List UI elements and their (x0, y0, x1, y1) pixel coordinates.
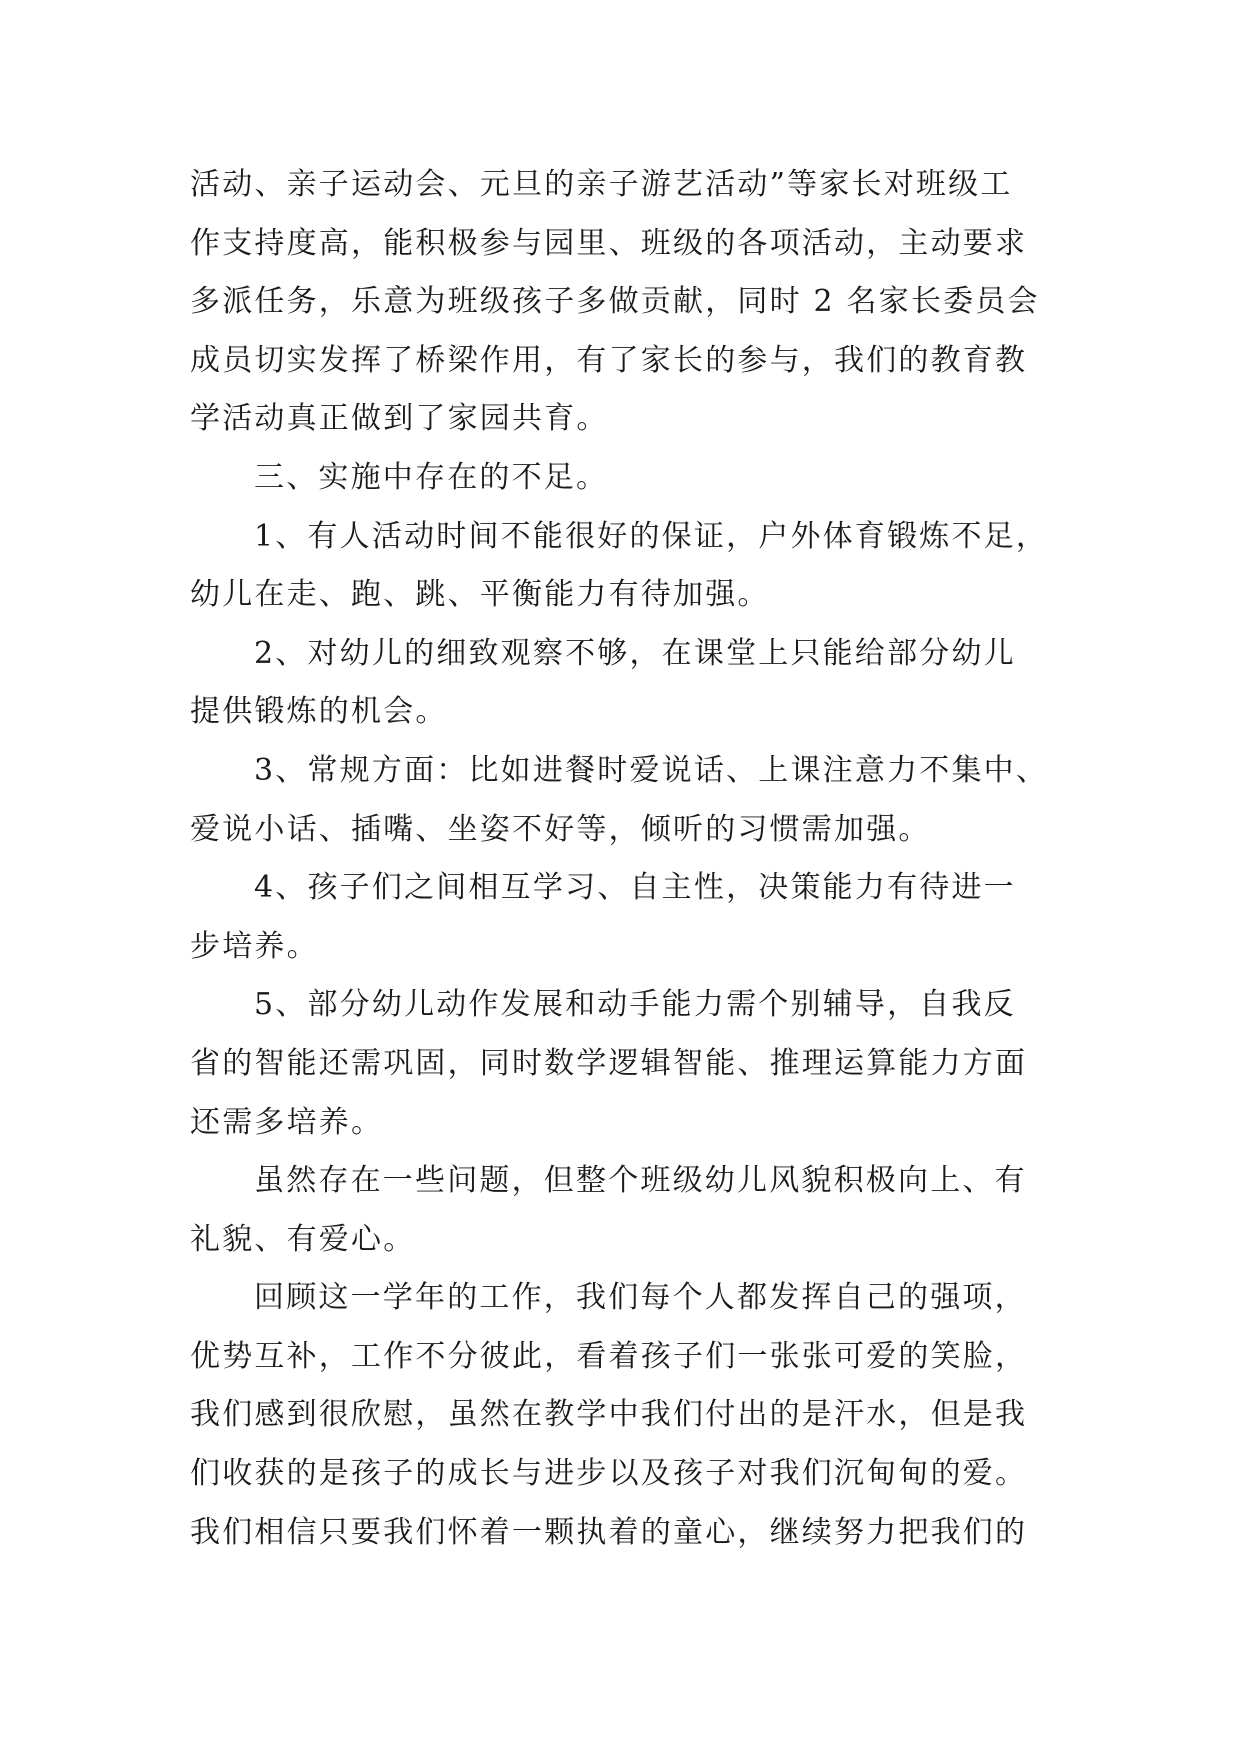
text-line: 回顾这一学年的工作，我们每个人都发挥自己的强项， (254, 1280, 1027, 1316)
text-line: 2、对幼儿的细致观察不够，在课堂上只能给部分幼儿 (254, 635, 1016, 671)
text-line: 礼貌、有爱心。 (190, 1221, 416, 1257)
text-line: 作支持度高，能积极参与园里、班级的各项活动，主动要求 (190, 225, 1028, 261)
text-line: 3、常规方面：比如进餐时爱说话、上课注意力不集中、 (254, 752, 1049, 788)
text-line: 还需多培养。 (190, 1104, 384, 1140)
text-line: 我们感到很欣慰，虽然在教学中我们付出的是汗水，但是我 (190, 1397, 1028, 1433)
text-line: 虽然存在一些问题，但整个班级幼儿风貌积极向上、有 (254, 1163, 1027, 1199)
text-line: 提供锻炼的机会。 (190, 694, 448, 730)
text-line: 优势互补，工作不分彼此，看着孩子们一张张可爱的笑脸， (190, 1338, 1028, 1374)
text-line: 我们相信只要我们怀着一颗执着的童心，继续努力把我们的 (190, 1514, 1028, 1550)
text-line: 5、部分幼儿动作发展和动手能力需个别辅导，自我反 (254, 987, 1016, 1023)
text-line: 1、有人活动时间不能很好的保证，户外体育锻炼不足， (254, 518, 1049, 554)
text-line: 成员切实发挥了桥梁作用，有了家长的参与，我们的教育教 (190, 342, 1028, 378)
text-line: 三、实施中存在的不足。 (254, 459, 609, 495)
document-page (190, 156, 1050, 1562)
text-line: 4、孩子们之间相互学习、自主性，决策能力有待进一 (254, 870, 1016, 906)
text-line: 步培养。 (190, 928, 319, 964)
text-line: 爱说小话、插嘴、坐姿不好等，倾听的习惯需加强。 (190, 811, 931, 847)
text-line: 活动、亲子运动会、元旦的亲子游艺活动”等家长对班级工 (190, 167, 1013, 202)
text-line: 多派任务，乐意为班级孩子多做贡献，同时 2 名家长委员会 (190, 284, 1040, 320)
text-line: 学活动真正做到了家园共育。 (190, 401, 609, 437)
text-line: 们收获的是孩子的成长与进步以及孩子对我们沉甸甸的爱。 (190, 1456, 1028, 1492)
text-line: 幼儿在走、跑、跳、平衡能力有待加强。 (190, 577, 770, 613)
text-line: 省的智能还需巩固，同时数学逻辑智能、推理运算能力方面 (190, 1045, 1028, 1081)
